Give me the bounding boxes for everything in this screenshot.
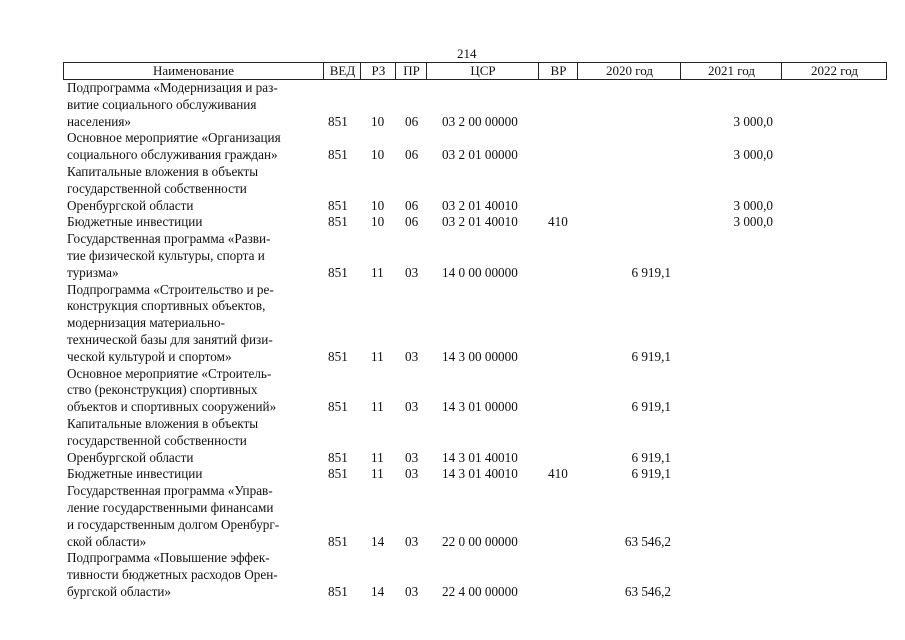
cell-y2020: 6 919,1: [631, 264, 671, 280]
cell-pr: 03: [405, 449, 419, 465]
row-name-line: туризма»: [67, 264, 119, 280]
cell-pr: 06: [405, 147, 419, 163]
table-row: [0, 80, 905, 130]
cell-pr: 03: [405, 348, 419, 364]
table-row: [0, 550, 905, 600]
table-row: [0, 164, 905, 214]
row-name: [67, 231, 317, 281]
row-name: [67, 164, 317, 214]
cell-ved: 851: [328, 264, 348, 280]
cell-rz: 11: [371, 449, 384, 465]
cell-ved: 851: [328, 466, 348, 482]
table-row: [0, 483, 905, 550]
row-name-line: Бюджетные инвестиции: [67, 466, 203, 482]
cell-ved: 851: [328, 113, 348, 129]
header-name: Наименование: [153, 63, 234, 78]
cell-rz: 10: [371, 147, 385, 163]
cell-pr: 06: [405, 113, 419, 129]
cell-rz: 11: [371, 348, 384, 364]
row-name-line: населения»: [67, 113, 131, 129]
header-2021: 2021 год: [680, 63, 782, 79]
cell-csr: 03 2 01 40010: [442, 197, 518, 213]
header-pr: ПР: [395, 63, 427, 79]
row-name: [67, 130, 317, 164]
table-row: [0, 214, 905, 231]
row-name-line: Оренбургской области: [67, 449, 194, 465]
row-name-line: Подпрограмма «Повышение эффек-: [67, 550, 270, 566]
cell-rz: 14: [371, 583, 385, 599]
table-header: [63, 62, 887, 80]
row-name: [67, 366, 317, 416]
row-name-line: технической базы для занятий физи-: [67, 331, 273, 347]
cell-y2020: 6 919,1: [631, 449, 671, 465]
cell-csr: 22 0 00 00000: [442, 533, 518, 549]
cell-ved: 851: [328, 147, 348, 163]
header-rz: РЗ: [360, 63, 396, 79]
table-row: [0, 231, 905, 281]
row-name-line: ство (реконструкция) спортивных: [67, 382, 258, 398]
cell-rz: 14: [371, 533, 385, 549]
cell-pr: 06: [405, 214, 419, 230]
cell-rz: 11: [371, 399, 384, 415]
row-name-line: объектов и спортивных сооружений»: [67, 399, 277, 415]
header-csr: ЦСР: [426, 63, 539, 79]
cell-y2020: 6 919,1: [631, 466, 671, 482]
header-2022: 2022 год: [781, 63, 887, 79]
cell-pr: 03: [405, 533, 419, 549]
row-name-line: Основное мероприятие «Организация: [67, 130, 281, 146]
row-name: [67, 282, 317, 366]
cell-y2020: 63 546,2: [624, 533, 671, 549]
table-row: [0, 416, 905, 466]
cell-csr: 03 2 01 40010: [442, 214, 518, 230]
cell-y2020: 6 919,1: [631, 399, 671, 415]
row-name-line: тивности бюджетных расходов Орен-: [67, 567, 278, 583]
row-name-line: Государственная программа «Управ-: [67, 483, 273, 499]
row-name: [67, 416, 317, 466]
table-row: [0, 366, 905, 416]
row-name-line: Государственная программа «Разви-: [67, 231, 271, 247]
cell-vr: 410: [548, 214, 568, 230]
cell-y2021: 3 000,0: [733, 113, 773, 129]
cell-rz: 10: [371, 214, 385, 230]
header-ved: ВЕД: [323, 63, 361, 79]
cell-pr: 03: [405, 399, 419, 415]
row-name: [67, 550, 317, 600]
cell-y2021: 3 000,0: [733, 197, 773, 213]
cell-csr: 03 2 00 00000: [442, 113, 518, 129]
cell-pr: 03: [405, 264, 419, 280]
cell-y2021: 3 000,0: [733, 147, 773, 163]
row-name-line: Основное мероприятие «Строитель-: [67, 365, 272, 381]
row-name-line: и государственным долгом Оренбург-: [67, 516, 280, 532]
cell-csr: 14 3 01 00000: [442, 399, 518, 415]
row-name-line: Подпрограмма «Модернизация и раз-: [67, 80, 278, 95]
cell-csr: 22 4 00 00000: [442, 583, 518, 599]
row-name-line: модернизация материально-: [67, 315, 226, 331]
row-name-line: государственной собственности: [67, 432, 247, 448]
cell-rz: 11: [371, 466, 384, 482]
cell-ved: 851: [328, 348, 348, 364]
row-name: [67, 80, 317, 130]
cell-ved: 851: [328, 583, 348, 599]
cell-pr: 06: [405, 197, 419, 213]
table-row: [0, 466, 905, 483]
row-name: [67, 466, 317, 483]
row-name-line: ление государственными финансами: [67, 499, 274, 515]
cell-pr: 03: [405, 583, 419, 599]
cell-ved: 851: [328, 197, 348, 213]
cell-ved: 851: [328, 399, 348, 415]
table-row: [0, 130, 905, 164]
row-name-line: Подпрограмма «Строительство и ре-: [67, 281, 274, 297]
cell-ved: 851: [328, 533, 348, 549]
page-number: 214: [457, 46, 477, 61]
row-name-line: Капитальные вложения в объекты: [67, 164, 259, 179]
cell-vr: 410: [548, 466, 568, 482]
cell-pr: 03: [405, 466, 419, 482]
cell-csr: 14 3 00 00000: [442, 348, 518, 364]
cell-csr: 03 2 01 00000: [442, 147, 518, 163]
cell-ved: 851: [328, 449, 348, 465]
header-2020: 2020 год: [577, 63, 681, 79]
row-name-line: ской области»: [67, 533, 147, 549]
cell-y2021: 3 000,0: [733, 214, 773, 230]
cell-csr: 14 3 01 40010: [442, 466, 518, 482]
cell-rz: 10: [371, 197, 385, 213]
cell-csr: 14 3 01 40010: [442, 449, 518, 465]
cell-y2020: 63 546,2: [624, 583, 671, 599]
row-name-line: конструкция спортивных объектов,: [67, 298, 266, 314]
row-name-line: витие социального обслуживания: [67, 96, 257, 112]
row-name-line: Бюджетные инвестиции: [67, 214, 203, 230]
header-vr: ВР: [538, 63, 578, 79]
row-name-line: тие физической культуры, спорта и: [67, 247, 265, 263]
row-name: [67, 483, 317, 550]
row-name: [67, 214, 317, 231]
row-name-line: социального обслуживания граждан»: [67, 147, 278, 163]
row-name-line: бургской области»: [67, 583, 172, 599]
cell-ved: 851: [328, 214, 348, 230]
row-name-line: Оренбургской области: [67, 197, 194, 213]
row-name-line: государственной собственности: [67, 180, 247, 196]
cell-rz: 10: [371, 113, 385, 129]
cell-y2020: 6 919,1: [631, 348, 671, 364]
cell-rz: 11: [371, 264, 384, 280]
row-name-line: Капитальные вложения в объекты: [67, 416, 259, 431]
table-row: [0, 282, 905, 366]
cell-csr: 14 0 00 00000: [442, 264, 518, 280]
row-name-line: ческой культурой и спортом»: [67, 348, 232, 364]
